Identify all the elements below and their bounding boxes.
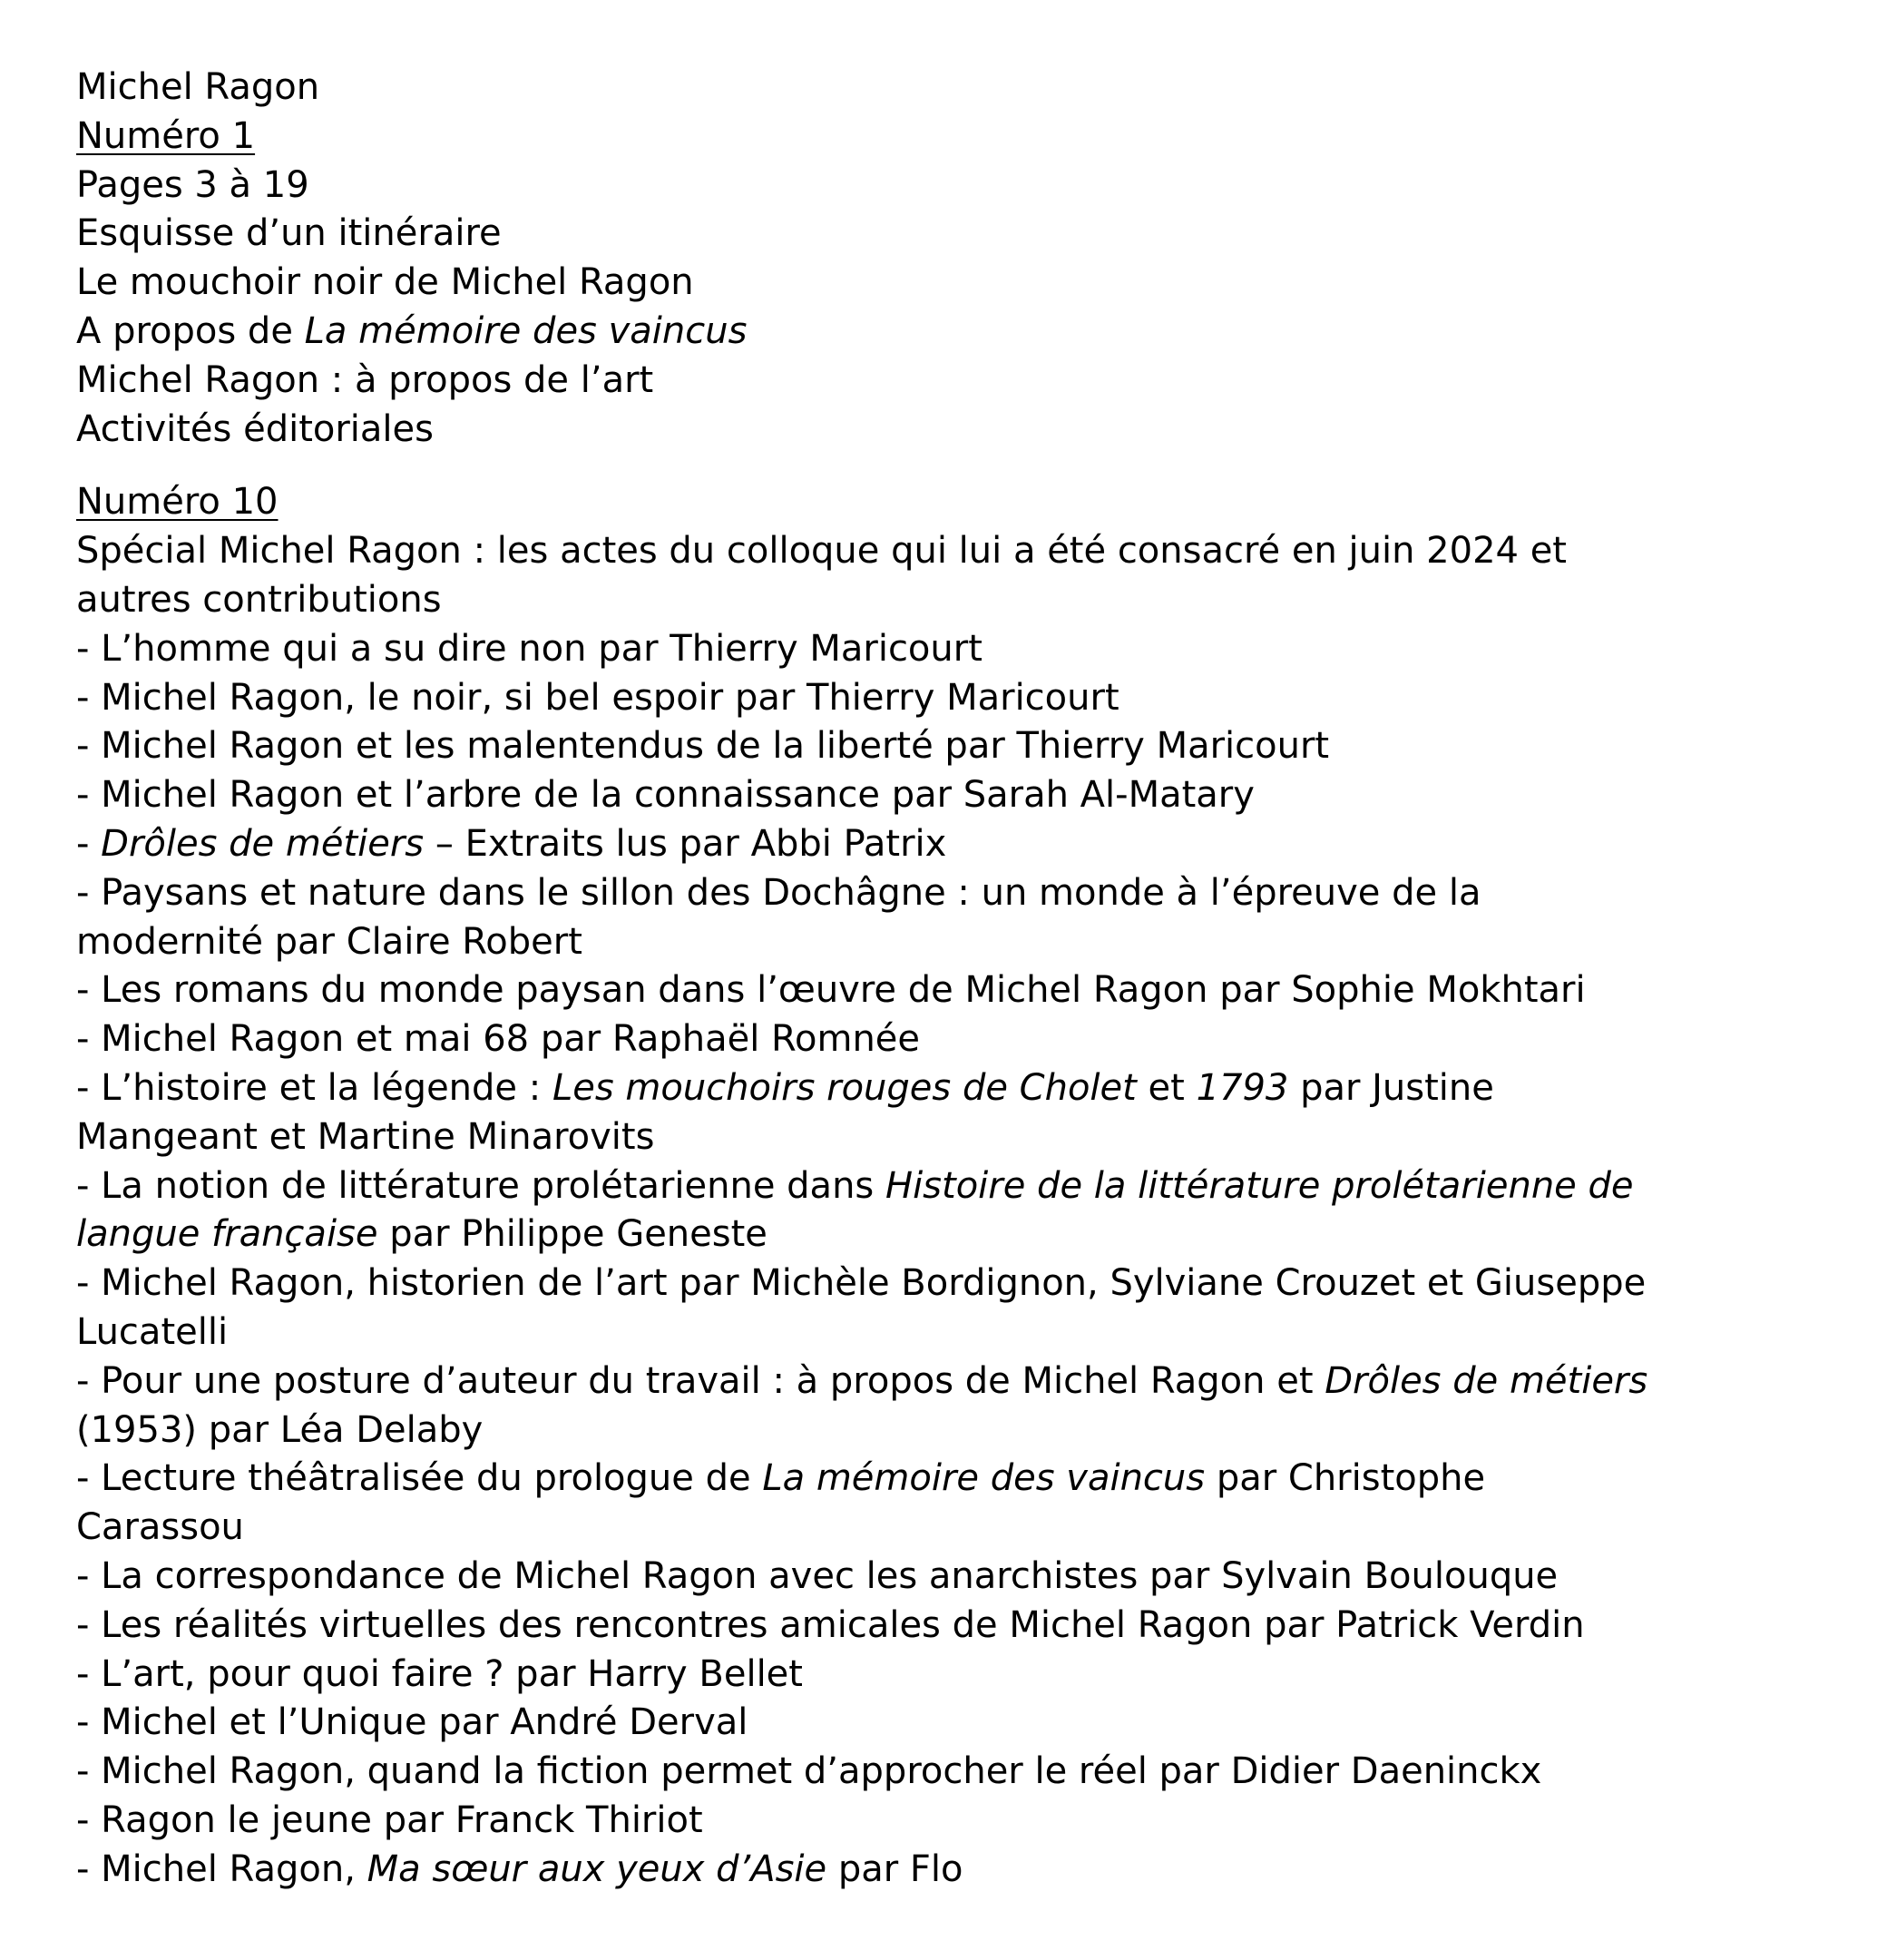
list-item: (1953) par Léa Delaby [76,1408,484,1451]
list-item: - La correspondance de Michel Ragon avec les anarchistes par Sylvain Boulouque [76,1554,1559,1597]
list-item: - Michel et l’Unique par André Derval [76,1701,748,1744]
list-item: - Michel Ragon, Ma sœur aux yeux d’Asie par Flo [76,1847,963,1890]
list-item: - Michel Ragon et mai 68 par Raphaël Romnée [76,1018,921,1061]
list-item: Activités éditoriales [76,407,434,450]
list-item: modernité par Claire Robert [76,920,582,963]
list-item: - Michel Ragon, historien de l’art par Michèle Bordignon, Sylviane Crouzet et Giuseppe [76,1262,1647,1305]
list-item: - Ragon le jeune par Franck Thiriot [76,1798,703,1841]
list-item: - Paysans et nature dans le sillon des Dochâgne : un monde à l’épreuve de la [76,871,1481,914]
list-item: - Pour une posture d’auteur du travail : à propos de Michel Ragon et Drôles de métiers [76,1359,1648,1402]
issue-heading-1: Numéro 1 [76,114,256,157]
list-item: Mangeant et Martine Minarovits [76,1115,655,1158]
list-item: - Les romans du monde paysan dans l’œuvre de Michel Ragon par Sophie Mokhtari [76,969,1586,1012]
list-item: Lucatelli [76,1310,229,1353]
list-item: - Les réalités virtuelles des rencontres amicales de Michel Ragon par Patrick Verdin [76,1603,1585,1646]
document [76,64,1827,1894]
issue-heading-10: Numéro 10 [76,481,279,524]
list-item: Carassou [76,1506,244,1549]
list-item: langue française par Philippe Geneste [76,1213,767,1256]
list-item: - Michel Ragon et l’arbre de la connaissance par Sarah Al-Matary [76,774,1255,817]
list-item: - L’art, pour quoi faire ? par Harry Bellet [76,1652,803,1695]
list-item: - La notion de littérature prolétarienne dans Histoire de la littérature prolétarienne de [76,1164,1634,1207]
issue-intro: Spécial Michel Ragon : les actes du colloque qui lui a été consacré en juin 2024 et [76,530,1567,573]
section-numero-10 [76,478,1827,1894]
list-item: - Michel Ragon, quand la fiction permet d’approcher le réel par Didier Daeninckx [76,1750,1542,1793]
list-item: Le mouchoir noir de Michel Ragon [76,261,694,304]
section-numero-1 [76,64,1827,454]
list-item: Esquisse d’un itinéraire [76,212,502,255]
list-item: A propos de La mémoire des vaincus [76,309,748,352]
list-item: Michel Ragon : à propos de l’art [76,358,654,401]
list-item: - Michel Ragon et les malentendus de la liberté par Thierry Maricourt [76,725,1330,768]
list-item: - L’histoire et la légende : Les mouchoirs rouges de Cholet et 1793 par Justine [76,1066,1494,1109]
author-name: Michel Ragon [76,66,320,108]
page-range: Pages 3 à 19 [76,163,309,206]
list-item: - Drôles de métiers – Extraits lus par Abbi Patrix [76,822,947,865]
list-item: - L’homme qui a su dire non par Thierry Maricourt [76,627,982,670]
list-item: - Lecture théâtralisée du prologue de La mémoire des vaincus par Christophe [76,1457,1486,1500]
issue-intro: autres contributions [76,578,442,621]
list-item: - Michel Ragon, le noir, si bel espoir par Thierry Maricourt [76,676,1119,719]
